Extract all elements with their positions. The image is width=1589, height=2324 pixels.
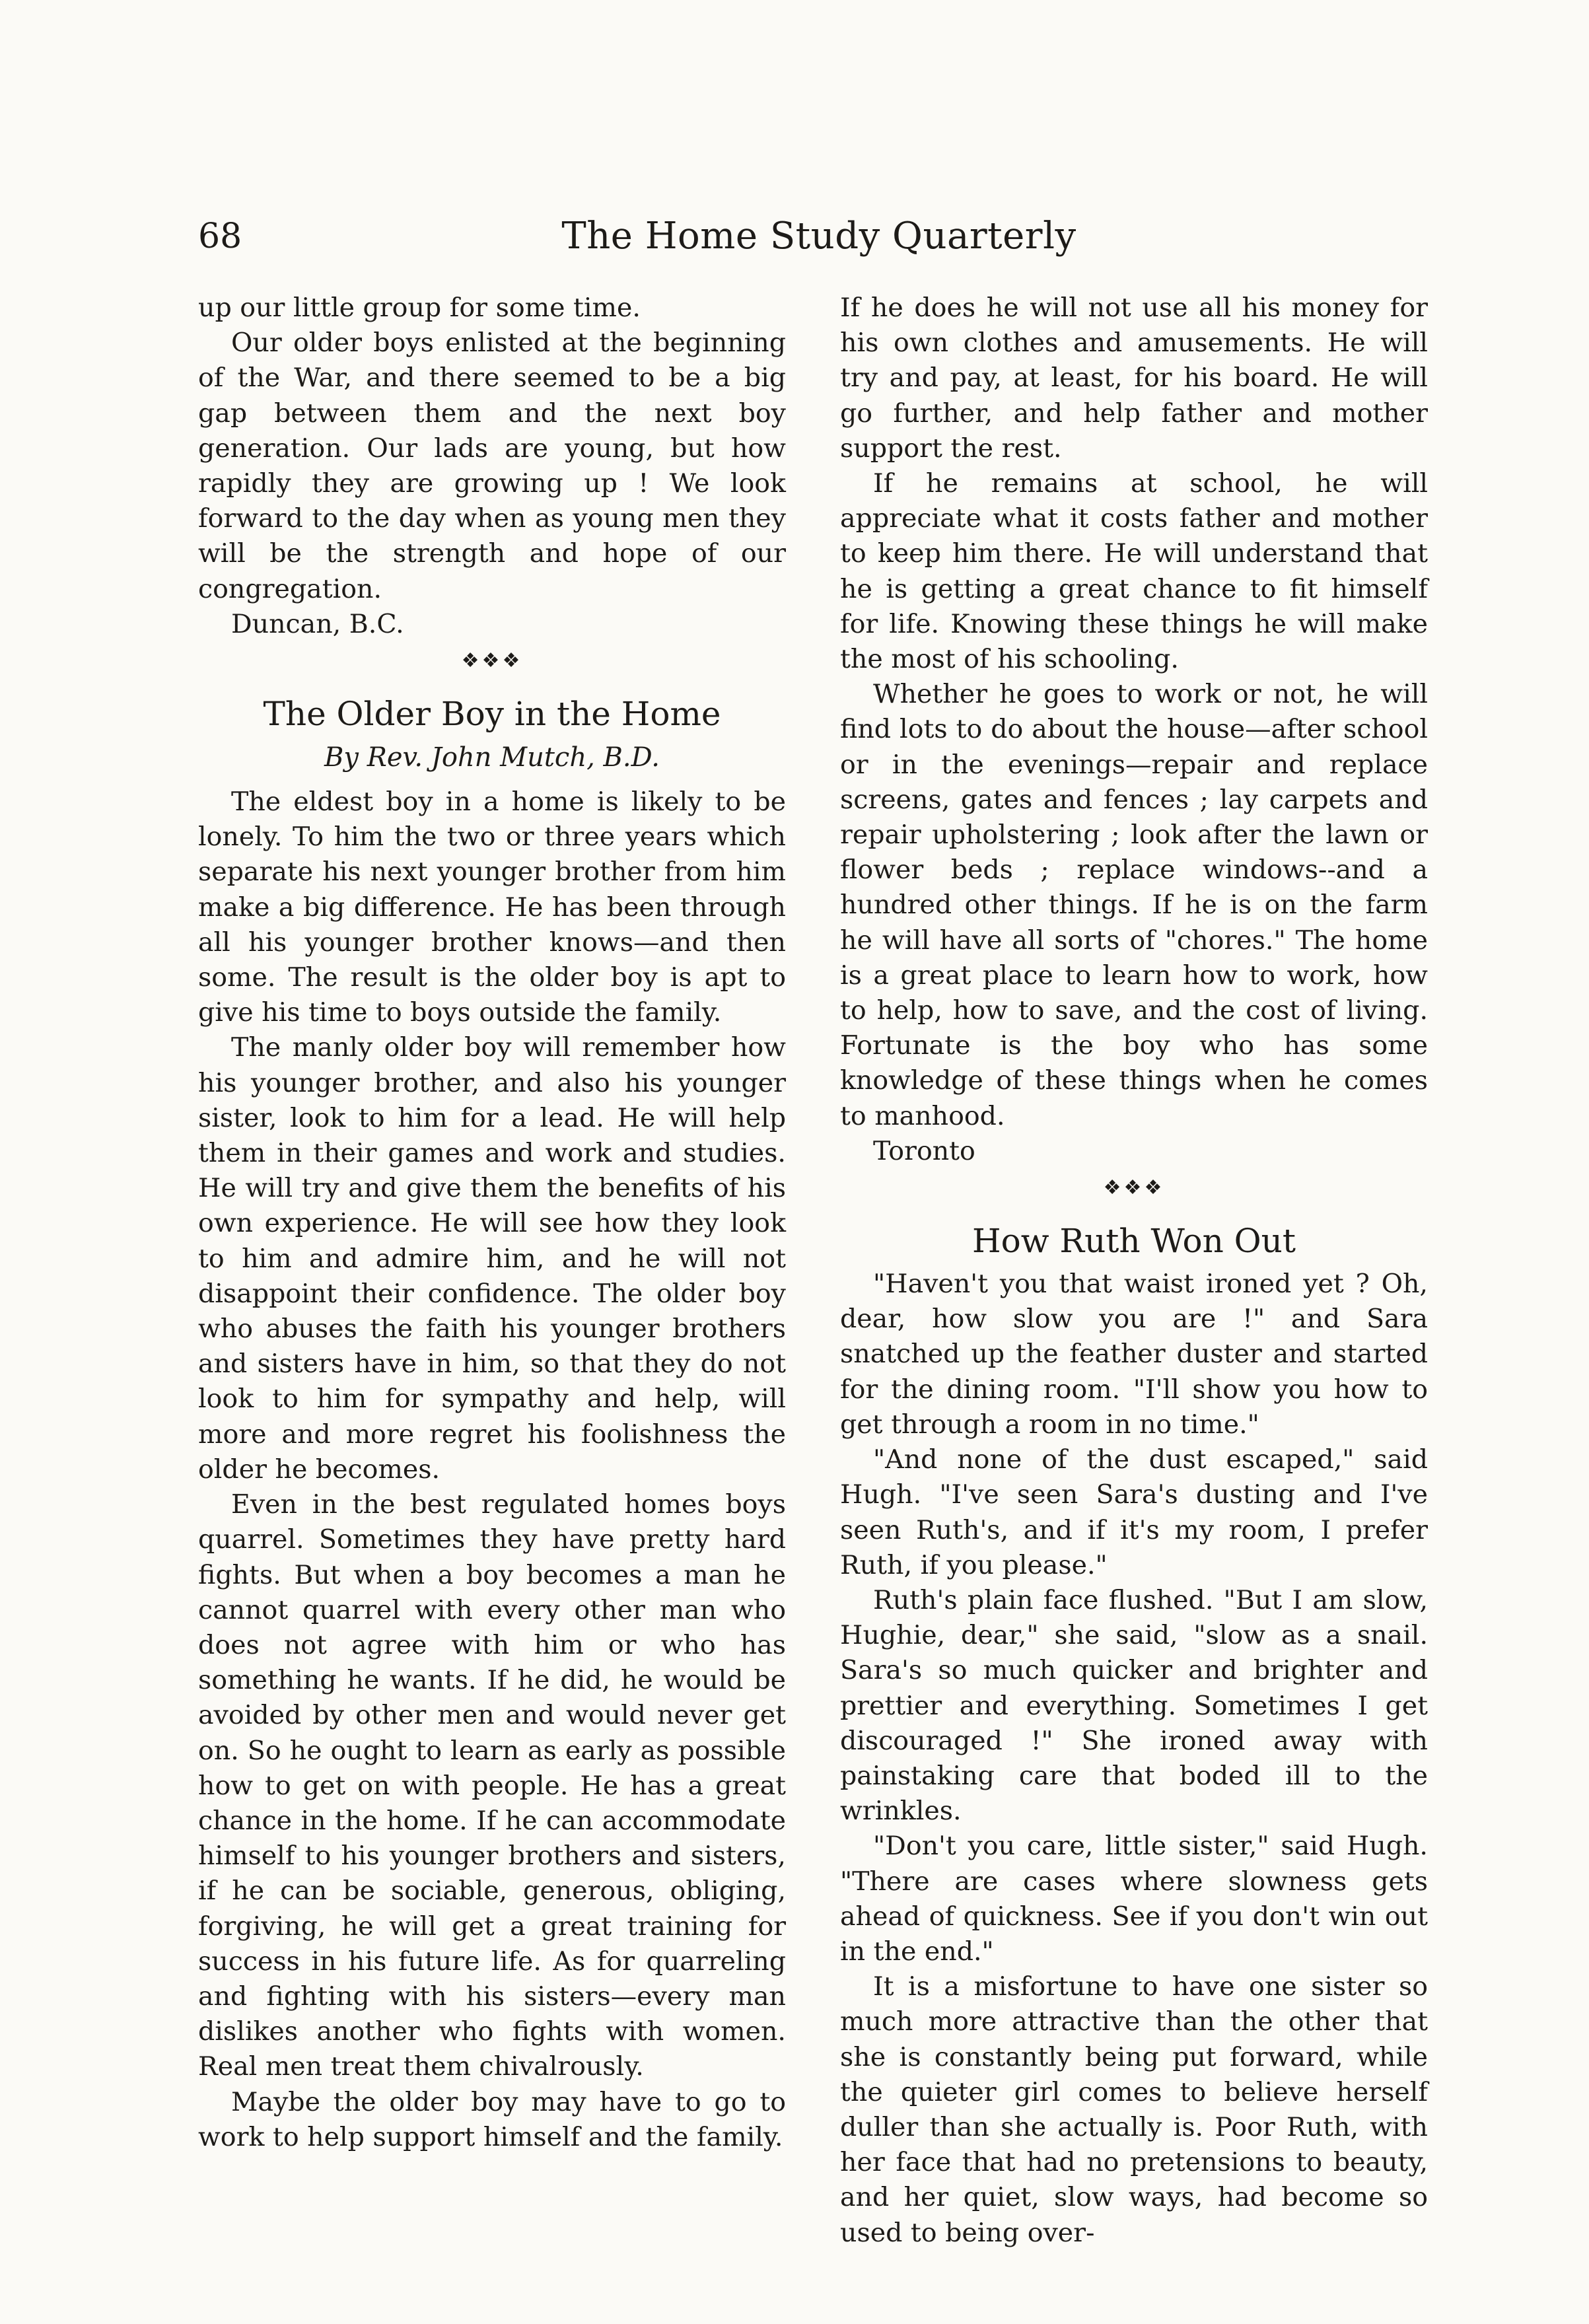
- running-title: The Home Study Quarterly: [561, 215, 1077, 258]
- story-title: How Ruth Won Out: [972, 1222, 1296, 1261]
- article-signoff: Toronto: [873, 1135, 975, 1166]
- article-paragraph: Maybe the older boy may have to go to work to help support himself and the family.: [198, 2086, 786, 2152]
- article-title: The Older Boy in the Home: [263, 695, 721, 734]
- article-paragraph: Even in the best regulated homes boys quarrel. Sometimes they have pretty hard fights. But when a boy becomes a man he cannot quarrel with every other man who does not agree with him or who has something he wants. If he did, he would be avoided by other men and would never get on. So he ought to learn as early as possible how to get on with people. He has a great chance in the home. If he can accommodate himself to his younger brothers and sisters, if he can be sociable, generous, obliging, forgiving, he will get a great training for success in his future life. As for quarreling and fighting with his sisters—every man dislikes another who fights with women. Real men treat them chivalrously.: [198, 1489, 786, 2082]
- right-column: [840, 291, 1428, 2251]
- article-paragraph: If he does he will not use all his money for his own clothes and amusements. He will try and pay, at least, for his board. He will go further, and help father and mother support the rest.: [840, 293, 1428, 464]
- intro-paragraph: up our little group for some time.: [198, 293, 641, 323]
- article-paragraph: The eldest boy in a home is likely to be lonely. To him the two or three years which separate his next younger brother from him make a big difference. He has been through all his younger brother knows—and then some. The result is the older boy is apt to give his time to boys outside the family.: [198, 787, 786, 1028]
- story-paragraph: "Haven't you that waist ironed yet ? Oh, dear, how slow you are !" and Sara snatched up the feather duster and started for the dining room. "I'll show you how to get through a room in no time.": [840, 1269, 1428, 1440]
- article-paragraph: If he remains at school, he will appreciate what it costs father and mother to keep him there. He will understand that he is getting a great chance to fit himself for life. Knowing these things he will make the most of his schooling.: [840, 468, 1428, 675]
- article-paragraph: The manly older boy will remember how his younger brother, and also his younger sister, look to him for a lead. He will help them in their games and work and studies. He will try and give them the benefits of his own experience. He will see how they look to him and admire him, and he will not disappoint their confidence. The older boy who abuses the faith his younger brothers and sisters have in him, so that they do not look to him for sympathy and help, will more and more regret his foolishness the older he becomes.: [198, 1032, 786, 1485]
- article-paragraph: Whether he goes to work or not, he will find lots to do about the house—after school or in the evenings—repair and replace screens, gates and fences ; lay carpets and repair upholstering ; look after the lawn or flower beds ; replace windows--and a hundred other things. If he is on the farm he will have all sorts of "chores." The home is a great place to learn how to work, how to help, how to save, and the cost of living. Fortunate is the boy who has some knowledge of these things when he comes to manhood.: [840, 679, 1428, 1131]
- intro-signoff: Duncan, B.C.: [231, 608, 404, 639]
- story-paragraph: It is a misfortune to have one sister so much more attractive than the other that she is constantly being put forward, while the quieter girl comes to believe herself duller than she actually is. Poor Ruth, with her face that had no pretensions to beauty, and her quiet, slow ways, had become so used to being over-: [840, 1971, 1428, 2248]
- ornament-separator: ❖❖❖: [461, 649, 523, 673]
- ornament-separator: ❖❖❖: [1103, 1176, 1165, 1200]
- intro-paragraph: Our older boys enlisted at the beginning of the War, and there seemed to be a big gap between them and the next boy generation. Our lads are young, but how rapidly they are growing up ! We look forward to the day when as young men they will be the strength and hope of our congregation.: [198, 328, 786, 604]
- article-byline: By Rev. John Mutch, B.D.: [324, 742, 660, 773]
- left-column: [198, 291, 786, 2155]
- page-header: [198, 210, 1440, 263]
- page-number: 68: [198, 217, 242, 256]
- story-paragraph: Ruth's plain face flushed. "But I am slow, Hughie, dear," she said, "slow as a snail. Sara's so much quicker and brighter and prettier and everything. Sometimes I get discouraged !" She ironed away with painstaking care that boded ill to the wrinkles.: [840, 1584, 1428, 1827]
- story-paragraph: "Don't you care, little sister," said Hugh. "There are cases where slowness gets ahead of quickness. See if you don't win out in the end.": [840, 1831, 1428, 1967]
- story-paragraph: "And none of the dust escaped," said Hugh. "I've seen Sara's dusting and I've seen Ruth's, and if it's my room, I prefer Ruth, if you please.": [840, 1444, 1428, 1580]
